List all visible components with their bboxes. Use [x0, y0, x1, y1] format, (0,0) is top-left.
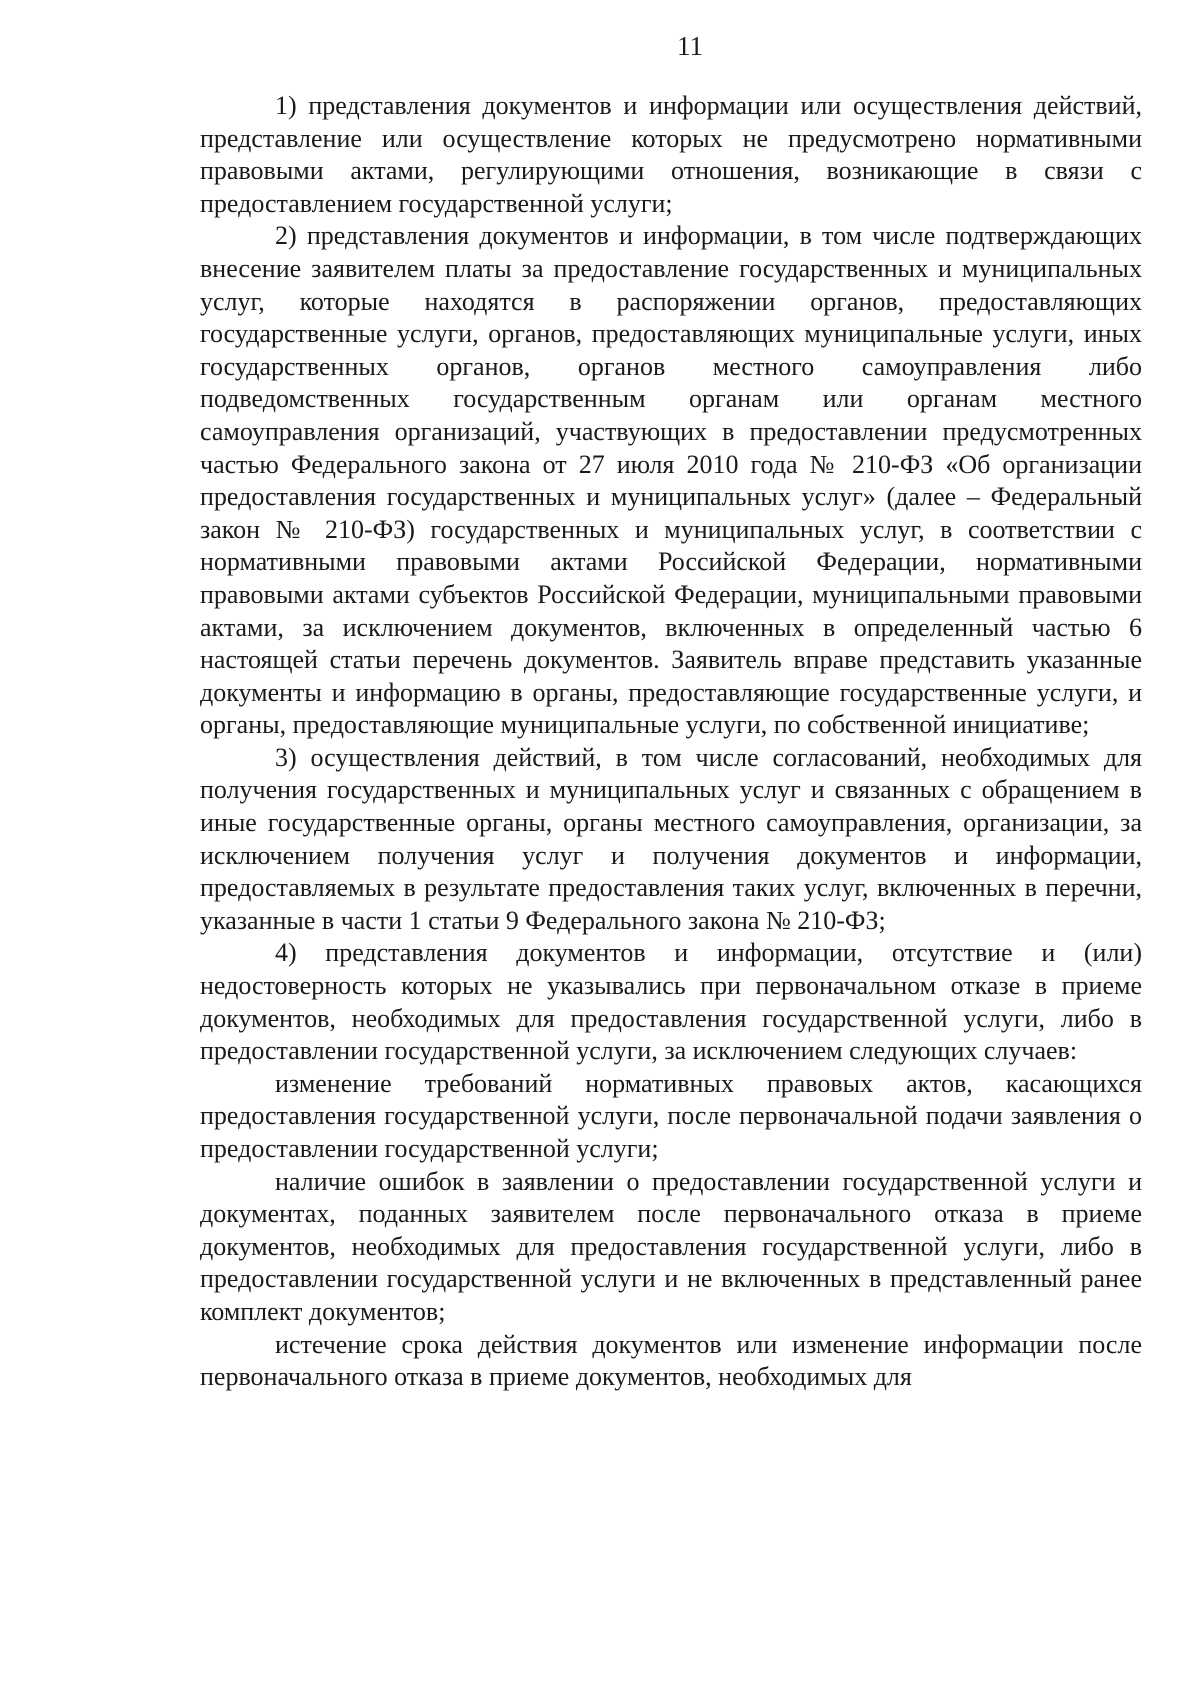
page-number: 11 [677, 31, 703, 61]
document-body [200, 90, 1142, 1394]
paragraph-item-4: 4) представления документов и информации, отсутствие и (или) недостоверность которых не указывались при первоначальном отказе в приеме документов, необходимых для предоставления государственной услуги, либо в предоставлении государственной услуги, за исключением следующих случаев: [200, 938, 1142, 1066]
paragraph-exception-1: изменение требований нормативных правовых актов, касающихся предоставления государственной услуги, после первоначальной подачи заявления о предоставлении государственной услуги; [200, 1068, 1142, 1163]
paragraph-exception-2: наличие ошибок в заявлении о предоставлении государственной услуги и документах, поданных заявителем после первоначального отказа в приеме документов, необходимых для предоставления государственной услуги, либо в предоставлении государственной услуги и не включенных в представленный ранее комплект документов; [200, 1166, 1142, 1326]
paragraph-exception-3: истечение срока действия документов или изменение информации после первоначального отказа в приеме документов, необходимых для [200, 1329, 1142, 1392]
paragraph-item-2: 2) представления документов и информации, в том числе подтверждающих внесение заявителем платы за предоставление государственных и муниципальных услуг, которые находятся в распоряжении органов, предоставляющих государственные услуги, органов, предоставляющих муниципальные услуги, иных государственных органов, органов местного самоуправления либо подведомственных государственным органам или органам местного самоуправления организаций, участвующих в предоставлении предусмотренных частью Федерального закона от 27 июля 2010 года № 210-ФЗ «Об организации предоставления государственных и муниципальных услуг» (далее – Федеральный закон № 210-ФЗ) государственных и муниципальных услуг, в соответствии с нормативными правовыми актами Российской Федерации, нормативными правовыми актами субъектов Российской Федерации, муниципальными правовыми актами, за исключением документов, включенных в определенный частью 6 настоящей статьи перечень документов. Заявитель вправе представить указанные документы и информацию в органы, предоставляющие государственные услуги, и органы, предоставляющие муниципальные услуги, по собственной инициативе; [200, 221, 1142, 740]
paragraph-item-1: 1) представления документов и информации или осуществления действий, представление или осуществление которых не предусмотрено нормативными правовыми актами, регулирующими отношения, возникающие в связи с предоставлением государственной услуги; [200, 91, 1142, 218]
paragraph-item-3: 3) осуществления действий, в том числе согласований, необходимых для получения государственных и муниципальных услуг и связанных с обращением в иные государственные органы, органы местного самоуправления, организации, за исключением получения услуг и получения документов и информации, предоставляемых в результате предоставления таких услуг, включенных в перечни, указанные в части 1 статьи 9 Федерального закона № 210-ФЗ; [200, 742, 1142, 935]
